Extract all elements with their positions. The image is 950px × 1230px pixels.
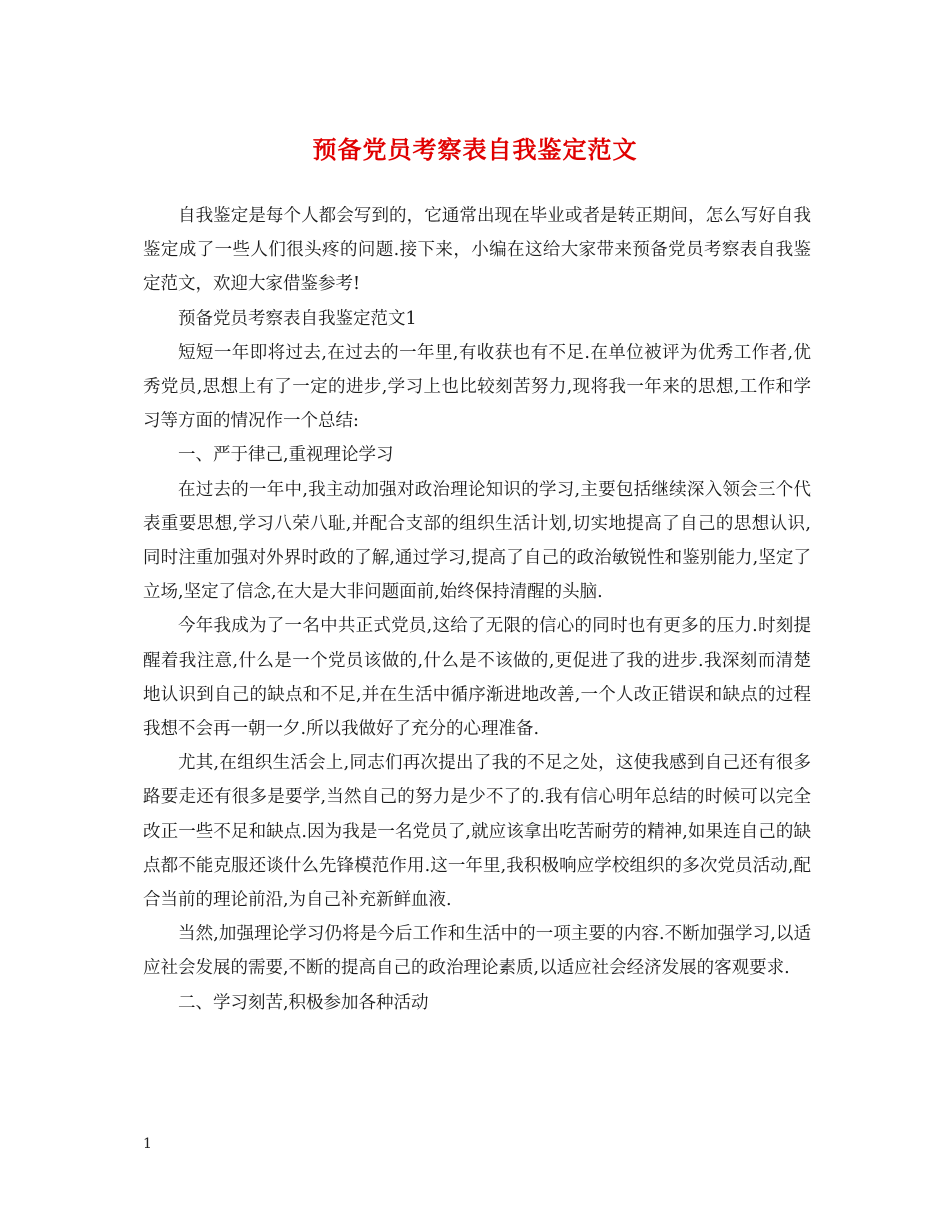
paragraph-intro: 自我鉴定是每个人都会写到的，它通常出现在毕业或者是转正期间，怎么写好自我鉴定成了一些人们很头疼的问题.接下来，小编在这给大家带来预备党员考察表自我鉴定范文，欢迎大家借鉴参考! [143,206,811,295]
paragraph-theory-study: 在过去的一年中,我主动加强对政治理论知识的学习,主要包括继续深入领会三个代表重要思想,学习八荣八耻,并配合支部的组织生活计划,切实地提高了自己的思想认识,同时注重加强对外界时政的了解,通过学习,提高了自己的政治敏锐性和鉴别能力,坚定了立场,坚定了信念,在大是大非问题面前,始终保持清醒的头脑. [143,479,811,603]
paragraph-summary: 短短一年即将过去,在过去的一年里,有收获也有不足.在单位被评为优秀工作者,优秀党员,思想上有了一定的进步,学习上也比较刻苦努力,现将我一年来的思想,工作和学习等方面的情况作一个总结: [143,342,811,432]
paragraph-party-member: 今年我成为了一名中共正式党员,这给了无限的信心的同时也有更多的压力.时刻提醒着我注意,什么是一个党员该做的,什么是不该做的,更促进了我的进步.我深刻而清楚地认识到自己的缺点和不足,并在生活中循序渐进地改善,一个人改正错误和缺点的过程我想不会再一朝一夕.所以我做好了充分的心理准备. [143,616,811,740]
paragraph-organization-life: 尤其,在组织生活会上,同志们再次提出了我的不足之处，这使我感到自己还有很多路要走还有很多是要学,当然自己的努力是少不了的.我有信心明年总结的时候可以完全改正一些不足和缺点.因为我是一名党员了,就应该拿出吃苦耐劳的精神,如果连自己的缺点都不能克服还谈什么先锋模范作用.这一年里,我积极响应学校组织的多次党员活动,配合当前的理论前沿,为自己补充新鲜血液. [143,753,811,911]
section-heading-1: 一、严于律己,重视理论学习 [178,445,394,466]
document-body [143,199,811,1020]
section-heading-2: 二、学习刻苦,积极参加各种活动 [178,992,429,1013]
page-number: 1 [143,1136,152,1152]
paragraph-subtitle: 预备党员考察表自我鉴定范文1 [178,308,417,329]
document-title: 预备党员考察表自我鉴定范文 [312,135,638,164]
paragraph-continued-learning: 当然,加强理论学习仍将是今后工作和生活中的一项主要的内容.不断加强学习,以适应社会发展的需要,不断的提高自己的政治理论素质,以适应社会经济发展的客观要求. [143,924,811,979]
